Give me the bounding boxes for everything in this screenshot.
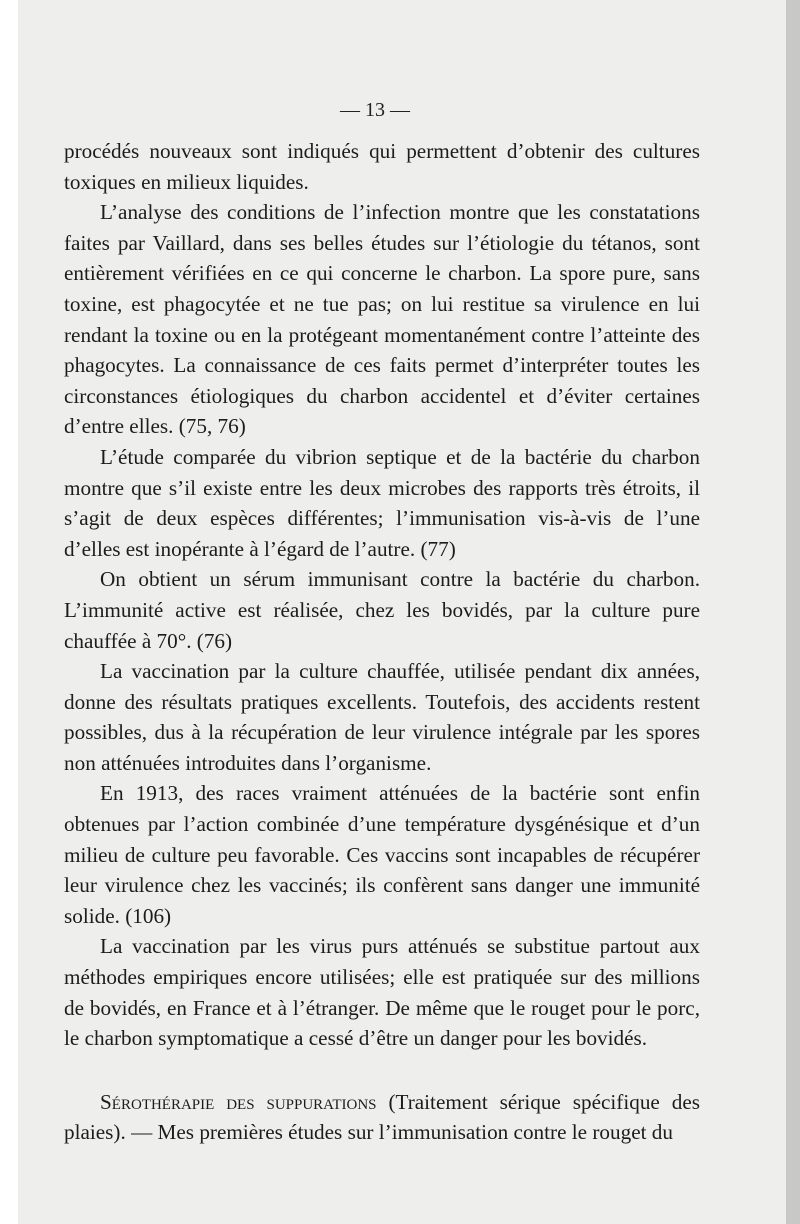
- page-edge-shadow: [786, 0, 800, 1224]
- section-heading: Sérothérapie des suppurations: [100, 1089, 377, 1114]
- paragraph-analyse-infection: L’analyse des conditions de l’infection montre que les constatations faites par Vaillard, dans ses belles études sur l’étiologie du tétanos, sont entièrement vérifiées en ce qui concerne le charbon. La spore pure, sans toxine, est phagocytée et ne tue pas; on lui restitue sa virulence en lui rendant la toxine ou en la protégeant momentanément contre l’atteinte des phagocytes. La connaissance de ces faits permet d’interpréter toutes les circonstances étiologiques du charbon accidentel et d’éviter certaines d’entre elles. (75, 76): [64, 200, 700, 439]
- paragraph-virus-purs: La vaccination par les virus purs atténués se substitue partout aux méthodes empiriques encore utilisées; elle est pratiquée sur des millions de bovidés, en France et à l’étranger. De même que le rouget pour le porc, le charbon symptomatique a cessé d’être un danger pour les bovidés.: [64, 934, 700, 1051]
- paragraph-continuation: procédés nouveaux sont indiqués qui permettent d’obtenir des cultures toxiques en milieux liquides.: [64, 139, 700, 194]
- page-number: — 13 —: [340, 99, 410, 121]
- paragraph-vibrion-septique: L’étude comparée du vibrion septique et de la bactérie du charbon montre que s’il existe entre les deux microbes des rapports très étroits, il s’agit de deux espèces différentes; l’immunisation vis-à-vis de l’une d’elles est inopérante à l’égard de l’autre. (77): [64, 444, 700, 561]
- paragraph-serum-immunisant: On obtient un sérum immunisant contre la bactérie du charbon. L’immunité active est réalisée, chez les bovidés, par la culture pure chauffée à 70°. (76): [64, 567, 700, 653]
- section-serotherapie: [64, 1087, 700, 1148]
- body-text: [64, 136, 700, 1148]
- paragraph-vaccination-culture: La vaccination par la culture chauffée, utilisée pendant dix années, donne des résultats pratiques excellents. Toutefois, des accidents restent possibles, dus à la récupération de leur virulence intégrale par les spores non atténuées introduites dans l’organisme.: [64, 659, 700, 775]
- section-text: (Traitement sérique spécifique des plaies). — Mes premières études sur l’immunisation contre le rouget du: [64, 1089, 700, 1145]
- paragraph-races-attenuees: En 1913, des races vraiment atténuées de la bactérie sont enfin obtenues par l’action combinée d’une température dysgénésique et d’un milieu de culture peu favorable. Ces vaccins sont incapables de récupérer leur virulence chez les vaccinés; ils confèrent sans danger une immunité solide. (106): [64, 781, 700, 928]
- scan-margin: [0, 0, 18, 1224]
